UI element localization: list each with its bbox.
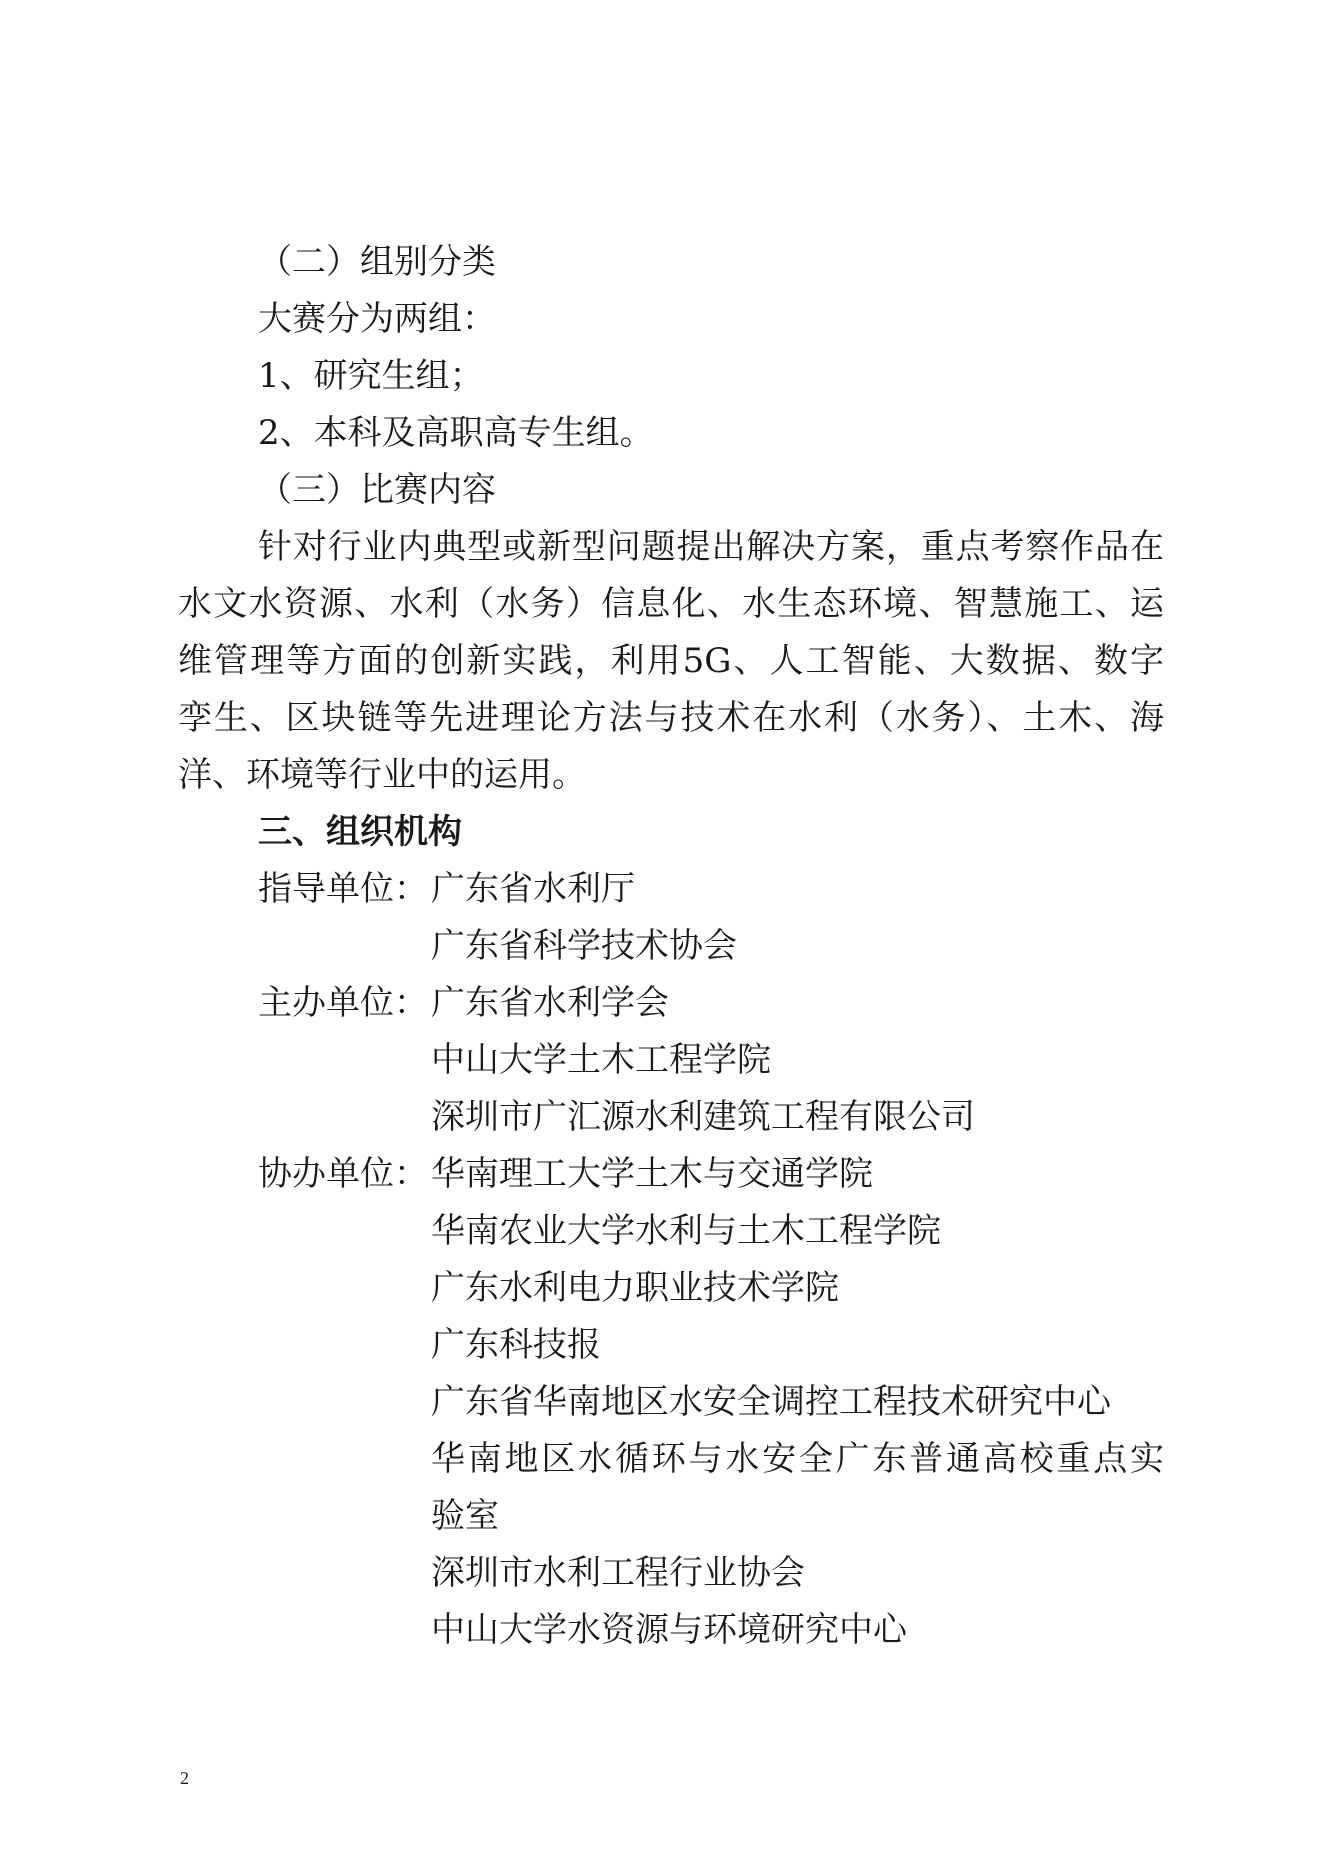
content-paragraph-line-5: 洋、环境等行业中的运用。 bbox=[178, 755, 586, 795]
org-heading: 三、组织机构 bbox=[258, 812, 462, 852]
co-unit-6-continued: 验室 bbox=[431, 1496, 499, 1536]
co-unit-4: 广东科技报 bbox=[431, 1325, 601, 1365]
page-number: 2 bbox=[180, 1768, 189, 1788]
section-2-intro: 大赛分为两组： bbox=[258, 299, 496, 339]
guide-label: 指导单位： bbox=[258, 869, 428, 909]
section-3-heading: （三）比赛内容 bbox=[258, 470, 496, 510]
co-unit-7: 深圳市水利工程行业协会 bbox=[431, 1553, 805, 1593]
co-label: 协办单位： bbox=[258, 1154, 428, 1194]
host-unit-3: 深圳市广汇源水利建筑工程有限公司 bbox=[431, 1097, 975, 1137]
guide-unit-1: 广东省水利厅 bbox=[431, 869, 635, 909]
co-unit-1: 华南理工大学土木与交通学院 bbox=[431, 1154, 873, 1194]
content-paragraph-line-4: 孪生、区块链等先进理论方法与技术在水利（水务）、土木、海 bbox=[178, 698, 1164, 738]
guide-unit-2: 广东省科学技术协会 bbox=[431, 926, 737, 966]
section-2-heading: （二）组别分类 bbox=[258, 242, 496, 282]
co-unit-2: 华南农业大学水利与土木工程学院 bbox=[431, 1211, 941, 1251]
co-unit-6: 华南地区水循环与水安全广东普通高校重点实 bbox=[431, 1439, 1164, 1479]
content-paragraph-line-1: 针对行业内典型或新型问题提出解决方案，重点考察作品在 bbox=[258, 527, 1164, 567]
host-unit-1: 广东省水利学会 bbox=[431, 983, 669, 1023]
content-paragraph-line-2: 水文水资源、水利（水务）信息化、水生态环境、智慧施工、运 bbox=[178, 584, 1164, 624]
group-item-2: 2、本科及高职高专生组。 bbox=[258, 413, 654, 453]
content-paragraph-line-3: 维管理等方面的创新实践，利用5G、人工智能、大数据、数字 bbox=[178, 641, 1164, 681]
group-item-1: 1、研究生组； bbox=[258, 356, 484, 396]
co-unit-5: 广东省华南地区水安全调控工程技术研究中心 bbox=[431, 1382, 1111, 1422]
co-unit-8: 中山大学水资源与环境研究中心 bbox=[431, 1610, 907, 1650]
host-label: 主办单位： bbox=[258, 983, 428, 1023]
host-unit-2: 中山大学土木工程学院 bbox=[431, 1040, 771, 1080]
co-unit-3: 广东水利电力职业技术学院 bbox=[431, 1268, 839, 1308]
